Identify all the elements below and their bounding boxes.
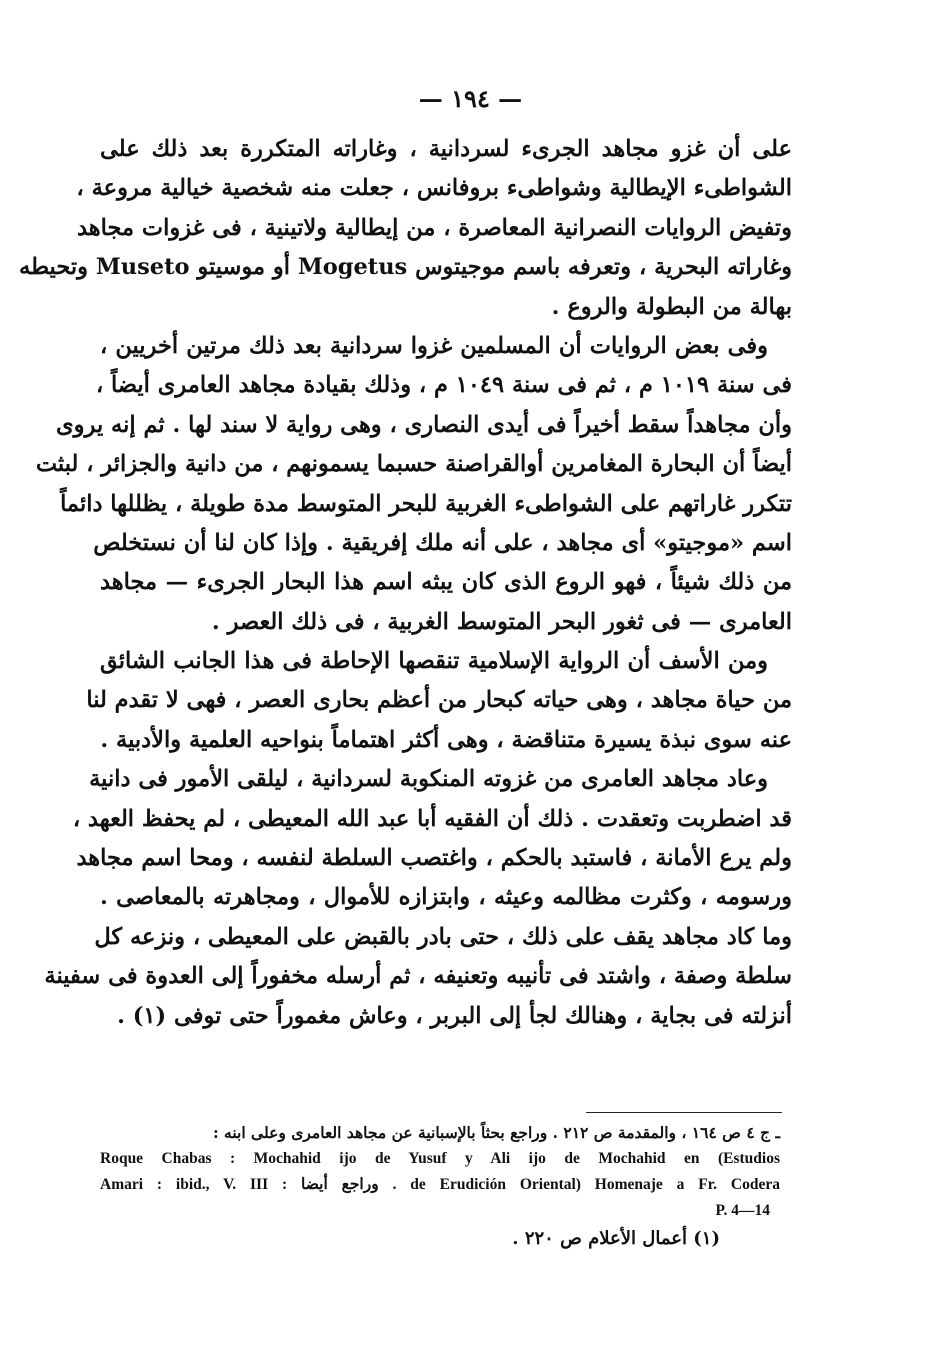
text-line: وعاد مجاهد العامرى من غزوته المنكوبة لسردانية ، ليلقى الأمور فى دانية xyxy=(89,766,768,793)
text-line: بهالة من البطولة والروع . xyxy=(551,293,792,320)
text-line: أيضاً أن البحارة المغامرين أوالقراصنة حسبما يسمونهم ، من دانية والجزائر ، لبثت xyxy=(35,451,792,478)
text-line: العامرى — فى ثغور البحر المتوسط الغربية ، فى ذلك العصر . xyxy=(211,608,792,635)
footnotes xyxy=(100,1120,780,1254)
footnote-divider xyxy=(586,1112,782,1113)
page-number: — ١٩٤ — xyxy=(418,84,523,113)
text-line: قد اضطربت وتعقدت . ذلك أن الفقيه أبا عبد الله المعيطى ، لم يحفظ العهد ، xyxy=(72,805,792,832)
text-line: وتفيض الروايات النصرانية المعاصرة ، من إيطالية ولاتينية ، فى غزوات مجاهد xyxy=(76,214,792,241)
footnote-line: P. 4—14 xyxy=(715,1202,770,1219)
text-line: من حياة مجاهد ، وهى حياته كبحار من أعظم بحارى العصر ، فهى لا تقدم لنا xyxy=(86,687,792,714)
text-line: اسم «موجيتو» أى مجاهد ، على أنه ملك إفريقية . وإذا كان لنا أن نستخلص xyxy=(93,529,792,556)
text-line: ورسومه ، وكثرت مظالمه وعيثه ، وابتزازه للأموال ، ومجاهرته بالمعاصى . xyxy=(100,884,792,911)
body-text xyxy=(19,130,792,1036)
text-line: فى سنة ١٠١٩ م ، ثم فى سنة ١٠٤٩ م ، وذلك بقيادة مجاهد العامرى أيضاً ، xyxy=(95,372,792,399)
footnote-line: ـ ج ٤ ص ١٦٤ ، والمقدمة ص ٢١٢ . وراجع بحثاً بالإسبانية عن مجاهد العامرى وعلى ابنه : xyxy=(212,1123,780,1142)
text-line: من ذلك شيئاً ، فهو الروع الذى كان يبثه اسم هذا البحار الجرىء — مجاهد xyxy=(100,569,792,596)
footnote-1: (١) أعمال الأعلام ص ٢٢٠ . xyxy=(512,1228,720,1249)
text-line: وفى بعض الروايات أن المسلمين غزوا سردانية بعد ذلك مرتين أخريين ، xyxy=(100,332,768,359)
text-line: وغاراته البحرية ، وتعرفه باسم موجيتوس Mogetus أو موسيتو Museto وتحيطه xyxy=(19,254,792,281)
text-line: الشواطىء الإيطالية وشواطىء بروفانس ، جعلت منه شخصية خيالية مروعة ، xyxy=(76,175,792,202)
text-line: تتكرر غاراتهم على الشواطىء الغربية للبحر المتوسط مدة طويلة ، يظللها دائماً xyxy=(60,490,792,517)
text-line: على أن غزو مجاهد الجرىء لسردانية ، وغاراته المتكررة بعد ذلك على xyxy=(100,136,792,162)
footnote-line: Amari : ibid., V. III : وراجع أيضا . de Erudición Oriental) Homenaje a Fr. Codera xyxy=(100,1176,780,1193)
footnote-line: Roque Chabas : Mochahid ijo de Yusuf y Ali ijo de Mochahid en (Estudios xyxy=(100,1150,780,1167)
text-line: ولم يرع الأمانة ، فاستبد بالحكم ، واغتصب السلطة لنفسه ، ومحا اسم مجاهد xyxy=(76,845,792,872)
text-line: أنزلته فى بجاية ، وهنالك لجأ إلى البربر ، وعاش مغموراً حتى توفى (١) . xyxy=(117,1002,792,1029)
text-line: وأن مجاهداً سقط أخيراً فى أيدى النصارى ، وهى رواية لا سند لها . ثم إنه يروى xyxy=(56,411,792,438)
text-line: سلطة وصفة ، واشتد فى تأنيبه وتعنيفه ، ثم أرسله مخفوراً إلى العدوة فى سفينة xyxy=(44,963,792,990)
text-line: ومن الأسف أن الرواية الإسلامية تنقصها الإحاطة فى هذا الجانب الشائق xyxy=(100,648,768,675)
text-line: عنه سوى نبذة يسيرة متناقضة ، وهى أكثر اهتماماً بنواحيه العلمية والأدبية . xyxy=(100,726,792,753)
text-line: وما كاد مجاهد يقف على ذلك ، حتى بادر بالقبض على المعيطى ، ونزعه كل xyxy=(94,923,792,950)
